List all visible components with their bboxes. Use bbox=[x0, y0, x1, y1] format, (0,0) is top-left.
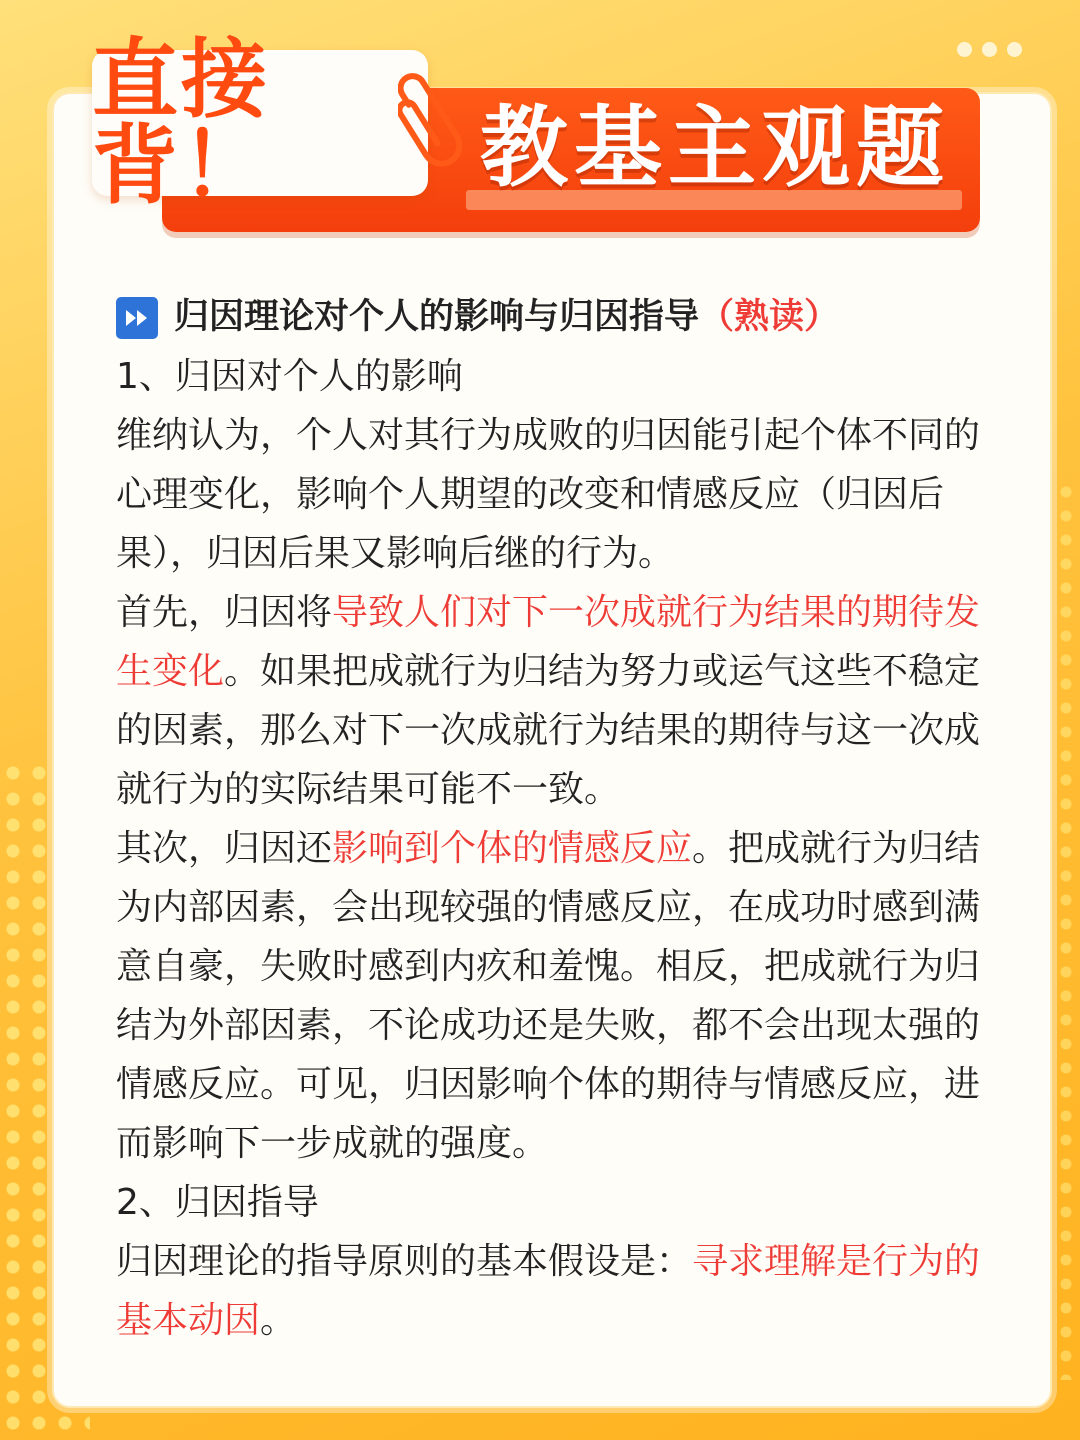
banner-label-text: 直接背！ bbox=[92, 30, 270, 216]
paragraph-text: 其次，归因还 bbox=[116, 828, 333, 869]
banner-label bbox=[92, 30, 428, 216]
paragraph: 维纳认为，个人对其行为成败的归因能引起个体不同的心理变化，影响个人期望的改变和情感反应（归因后果），归因后果又影响后继的行为。 bbox=[116, 415, 981, 574]
heading-text: 归因理论对个人的影响与归因指导 bbox=[174, 297, 700, 337]
dot-icon bbox=[1007, 42, 1022, 57]
dot-icon bbox=[982, 42, 997, 57]
highlight-text: 寻求理解是行为的基本动因 bbox=[116, 1241, 981, 1341]
paragraph-text: 。把成就行为归结为内部因素，会出现较强的情感反应，在成功时感到满意自豪，失败时感到内疚和羞愧。相反，把成就行为归结为外部因素，不论成功还是失败，都不会出现太强的情感反应。可见，归因影响个体的期待与情感反应，进而影响下一步成就的强度。 bbox=[116, 828, 981, 1164]
section-heading bbox=[116, 288, 996, 347]
dot-icon bbox=[957, 42, 972, 57]
paragraph-text: 。如果把成就行为归结为努力或运气这些不稳定的因素，那么对下一次成就行为结果的期待与这一次成就行为的实际结果可能不一致。 bbox=[116, 651, 981, 810]
banner-subject-title: 教基主观题 bbox=[480, 96, 951, 199]
paragraph bbox=[116, 1232, 996, 1350]
paragraph-text: 。 bbox=[260, 1300, 297, 1341]
section2-title: 2、归因指导 bbox=[116, 1182, 319, 1223]
paragraph bbox=[116, 819, 996, 1173]
heading-tag: （熟读） bbox=[699, 297, 840, 337]
paragraph-text: 归因理论的指导原则的基本假设是： bbox=[116, 1241, 693, 1282]
section1-title: 1、归因对个人的影响 bbox=[116, 356, 463, 397]
paperclip-icon bbox=[398, 64, 468, 174]
fast-forward-icon bbox=[116, 297, 158, 339]
article-body bbox=[116, 288, 996, 1350]
window-dots bbox=[957, 42, 1022, 57]
paragraph-text: 首先，归因将 bbox=[116, 592, 333, 633]
highlight-text: 导致人们对下一次成就行为结果的期待发生变化 bbox=[116, 592, 981, 692]
highlight-text: 影响到个体的情感反应 bbox=[332, 828, 693, 869]
paragraph bbox=[116, 583, 996, 819]
